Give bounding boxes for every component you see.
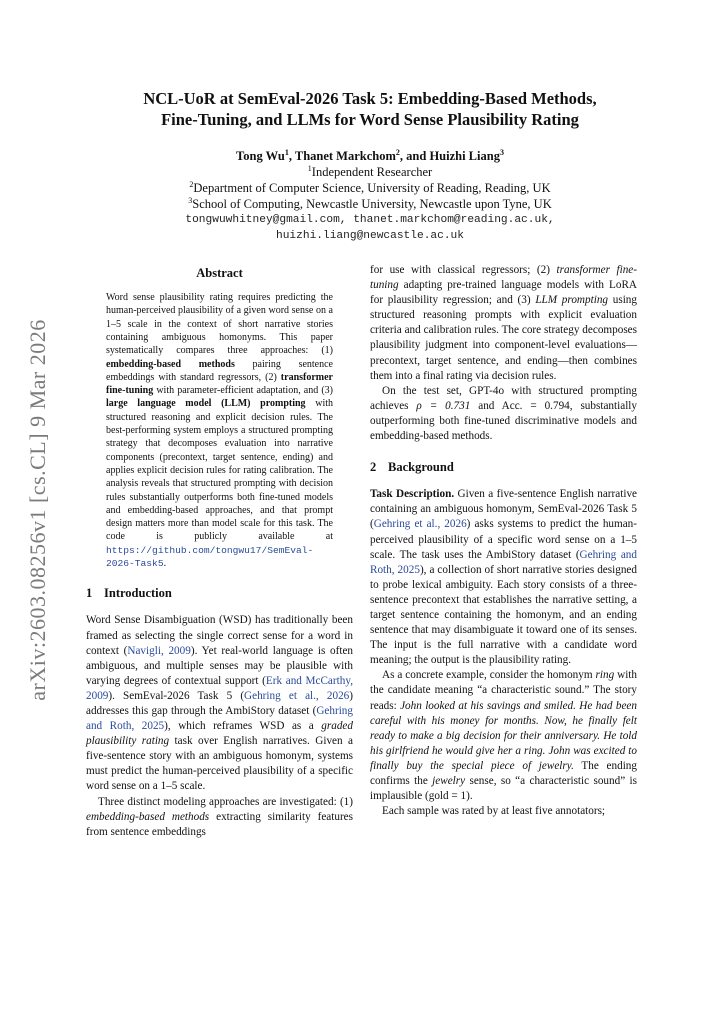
author-1: Tong Wu (236, 149, 285, 163)
citation-link[interactable]: Navigli, 2009 (127, 644, 191, 657)
citation-link[interactable]: Gehring and Roth, 2025 (86, 704, 353, 733)
intro-paragraph-1: Word Sense Disambiguation (WSD) has traditionally been framed as selecting the single correct sense for a word in context (Navigli, 2009). Yet real-world language is often ambiguous, and multiple senses may be plausible with varying degrees of contextual support (Erk and McCarthy, 2009). SemEval-2026 Task 5 (Gehring et al., 2026) addresses this gap through the AmbiStory dataset (Gehring and Roth, 2025), which reframes WSD as a graded plausibility rating task over English narratives. Given a five-sentence story with an ambiguous homonym, systems must predict the human-perceived plausibility of a specific word sense on a 1–5 scale. (86, 614, 354, 793)
paper-header (80, 88, 660, 244)
arxiv-identifier (18, 300, 58, 720)
annotator-paragraph: Each sample was rated by at least five annotators; (382, 805, 606, 818)
affiliation-3: $^3$School of Computing, Newcastle University, Newcastle upon Tyne, UK (188, 195, 552, 211)
abstract-heading: Abstract (196, 266, 243, 280)
example-paragraph: As a concrete example, consider the homonym ring with the candidate meaning “a characteristic sound.” The story reads: John looked at his savings and smiled. He had been careful with his money for months. Now, he finally felt ready to make a big decision for their anniversary. He told his girlfriend he would give her a ring. John was excited to finally buy the special piece of jewelry. The ending confirms the jewelry sense, so “a characteristic sound” is implausible (gold = 1). (370, 669, 638, 803)
emails-line-1: tongwuwhitney@gmail.com, thanet.markchom@reading.ac.uk, (185, 214, 555, 226)
code-link[interactable]: https://github.com/tongwu17/SemEval-2026-Task5 (106, 544, 314, 570)
right-column (370, 263, 637, 819)
section-heading-introduction: 1 Introduction (86, 586, 172, 601)
left-column (86, 263, 353, 840)
affiliation-1: $^1$Independent Researcher (307, 163, 433, 179)
citation-link[interactable]: Gehring and Roth, 2025 (370, 548, 637, 576)
title-line-2: Fine-Tuning, and LLMs for Word Sense Plausibility Rating (161, 110, 579, 129)
author-2: Thanet Markchom (294, 149, 396, 163)
paper-title (80, 88, 660, 130)
title-line-1: NCL-UoR at SemEval-2026 Task 5: Embedding-Based Methods, (143, 89, 597, 108)
affiliation-2: $^2$Department of Computer Science, University of Reading, Reading, UK (189, 179, 551, 195)
citation-link[interactable]: Erk and McCarthy, 2009 (86, 674, 353, 702)
author-3: Huizhi Liang (429, 149, 500, 163)
citation-link[interactable]: Gehring et al., 2026 (373, 518, 467, 531)
intro-paragraph-3: On the test set, GPT-4o with structured prompting achieves ρ = 0.731 and Acc. = 0.794, substantially outperforming both fine-tuned discriminative models and embedding-based methods. (370, 384, 638, 443)
section-heading-background: 2 Background (370, 460, 454, 475)
task-description-paragraph: Task Description. Given a five-sentence English narrative containing an ambiguous homonym, SemEval-2026 Task 5 (Gehring et al., 2026) asks systems to predict the human-perceived plausibility of a specific word sense on a 1–5 scale. The task uses the AmbiStory dataset (Gehring and Roth, 2025), a collection of short narrative stories designed to probe lexical ambiguity. Each story consists of a three-sentence precontext that establishes the narrative setting, a target sentence containing the homonym, and an ending sentence that may disambiguate it toward one of its senses. The input is the full narrative with a candidate word meaning; the output is the plausibility rating. (370, 488, 638, 667)
intro-paragraph-2: Three distinct modeling approaches are investigated: (1) embedding-based methods extracting similarity features from sentence embeddings (86, 795, 354, 838)
citation-link[interactable]: Gehring et al., 2026 (244, 689, 350, 702)
intro-paragraph-2-continued: for use with classical regressors; (2) transformer fine-tuning adapting pre-trained language models with LoRA for plausibility regression; and (3) LLM prompting using structured reasoning prompts with explicit evaluation criteria and calibration rules. The core strategy decomposes plausibility judgment into component-level evaluations—precontext, target sentence, and ending—then combines them into a final rating via decision rules. (370, 264, 637, 382)
author-list: Tong Wu$^1$, Thanet Markchom$^2$, and Huizhi Liang$^3$ (236, 147, 504, 163)
abstract-body: Word sense plausibility rating requires predicting the human-perceived plausibility of a given word sense on a 1–5 scale in the context of short narrative stories containing ambiguous homonyms. This paper systematically compares three approaches: (1) embedding-based methods pairing sentence embeddings with standard regressors, (2) transformer fine-tuning with parameter-efficient adaptation, and (3) large language model (LLM) prompting with structured reasoning and explicit decision rules. The best-performing system employs a structured prompting strategy that decomposes evaluation into narrative components (precontext, target sentence, ending) and applies explicit decision rules for rating calibration. The analysis reveals that structured prompting with decision rules substantially outperforms both fine-tuned models and embedding-based approaches, and that prompt design matters more than model scale for this task. The code is publicly available at https://github.com/tongwu17/SemEval-2026-Task5. (106, 292, 333, 570)
arxiv-id-text: arXiv:2603.08256v1 [cs.CL] 9 Mar 2026 (25, 319, 50, 701)
emails-line-2: huizhi.liang@newcastle.ac.uk (276, 230, 464, 242)
